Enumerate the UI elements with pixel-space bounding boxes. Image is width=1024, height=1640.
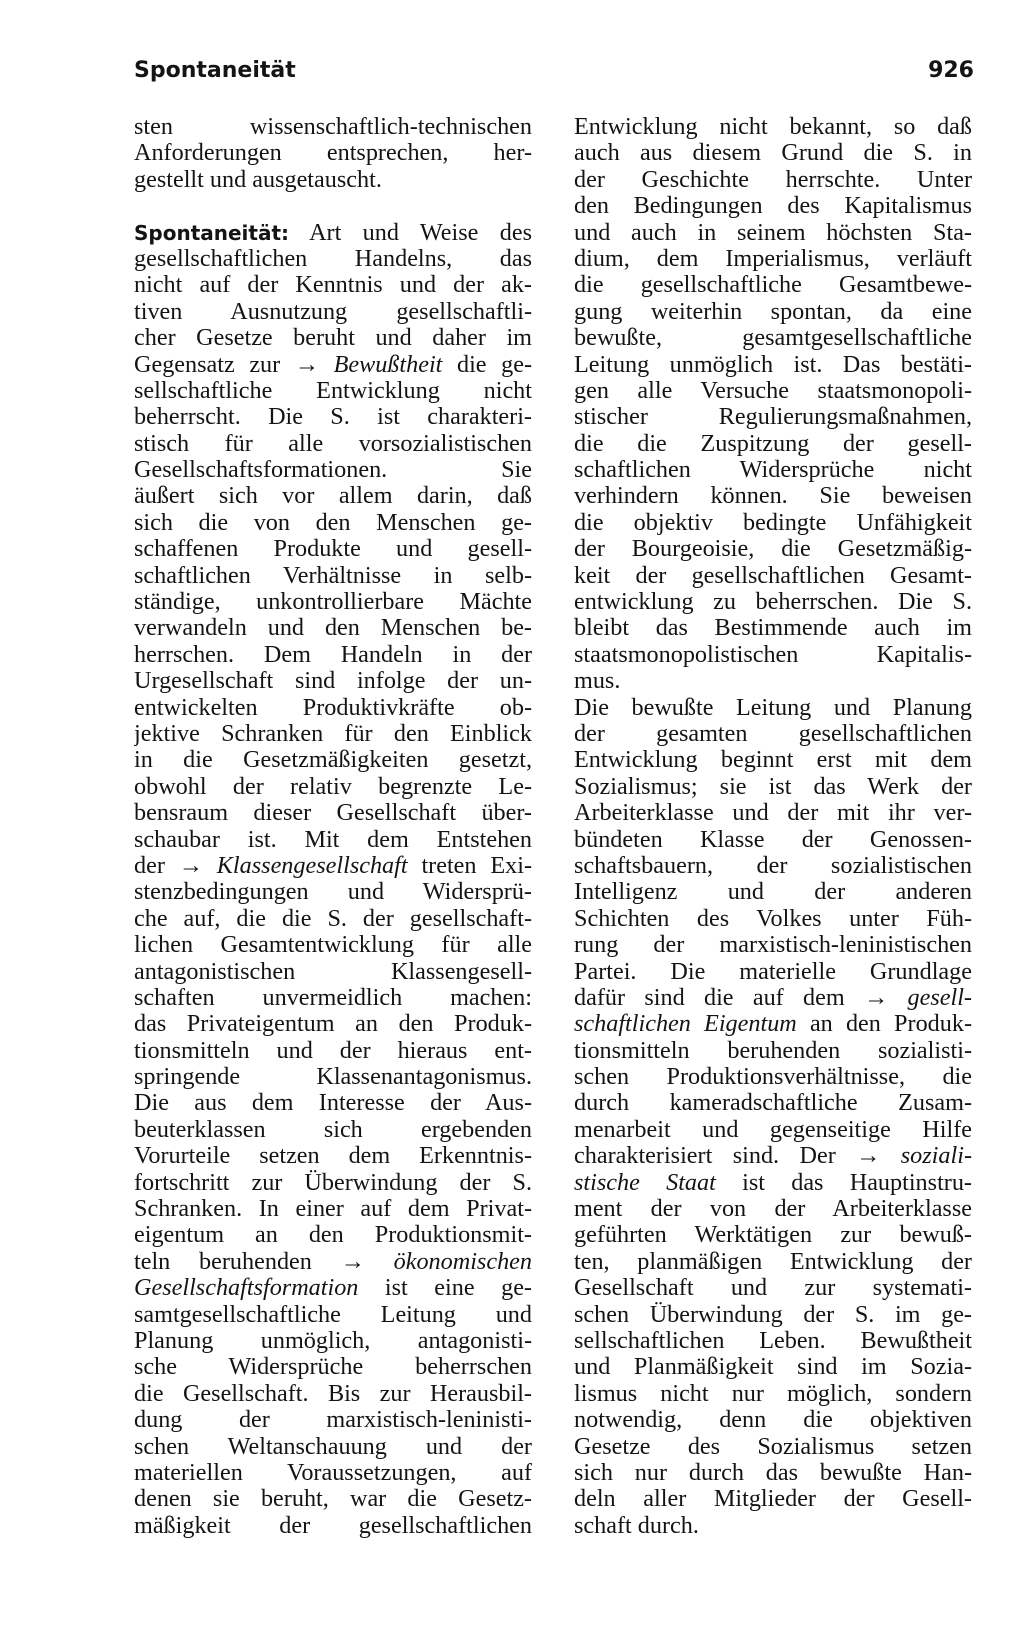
cross-reference: gesell- [907, 984, 972, 1011]
text-line: und Planmäßigkeit sind im Sozia- [574, 1354, 972, 1381]
text-line: ment der von der Arbeiterklasse [574, 1196, 972, 1223]
text-line: eigentum an den Produktionsmit- [134, 1222, 532, 1249]
text-line: entwickelten Produktivkräfte ob- [134, 694, 532, 721]
text-line: Spontaneität: Art und Weise des [134, 219, 532, 246]
text-line: Entwicklung beginnt erst mit dem [574, 747, 972, 774]
text-line: gesellschaftlichen Handelns, das [134, 245, 532, 272]
text-line: charakterisiert sind. Der → soziali- [574, 1143, 972, 1170]
text-line: schaft durch. [574, 1512, 699, 1539]
text-line: das Privateigentum an den Produk- [134, 1011, 532, 1038]
text-line: gen alle Versuche staatsmonopoli- [574, 377, 972, 404]
text-line: die gesellschaftliche Gesamtbewe- [574, 272, 972, 299]
text-line: Gesetze des Sozialismus setzen [574, 1433, 972, 1460]
text-line: durch kameradschaftliche Zusam- [574, 1090, 972, 1117]
text-line: mus. [574, 668, 621, 695]
text-line: tiven Ausnutzung gesellschaftli- [134, 298, 532, 325]
cross-reference: schaftlichen Eigentum [574, 1011, 797, 1038]
text-line: staatsmonopolistischen Kapitalis- [574, 641, 972, 668]
text-line: schaftlichen Eigentum an den Produk- [574, 1011, 972, 1038]
text-line: schaftsbauern, der sozialistischen [574, 852, 972, 879]
text-line: schaften unvermeidlich machen: [134, 984, 532, 1011]
text-line: schaftlichen Widersprüche nicht [574, 457, 972, 484]
text-line: gestellt und ausgetauscht. [134, 166, 382, 193]
text-line: Urgesellschaft sind infolge der un- [134, 668, 532, 695]
text-line: verhindern können. Sie beweisen [574, 483, 972, 510]
page-number: 926 [928, 58, 974, 83]
text-line: Entwicklung nicht bekannt, so daß [574, 114, 972, 140]
right-column [574, 114, 972, 1539]
text-line: stisch für alle vorsozialistischen [134, 430, 532, 457]
text-line: materiellen Voraussetzungen, auf [134, 1459, 532, 1486]
text-line: samtgesellschaftliche Leitung und [134, 1301, 532, 1328]
text-line: Gesellschaftsformationen. Sie [134, 457, 532, 484]
text-line: keit der gesellschaftlichen Gesamt- [574, 562, 972, 589]
text-line: Arbeiterklasse und der mit ihr ver- [574, 800, 972, 827]
text-line: bleibt das Bestimmende auch im [574, 615, 972, 642]
text-line: Gesellschaftsformation ist eine ge- [134, 1275, 532, 1302]
text-line: Sozialismus; sie ist das Werk der [574, 773, 972, 800]
text-line: geführten Werktätigen zur bewuß- [574, 1222, 972, 1249]
text-line: der Bourgeoisie, die Gesetzmäßig- [574, 536, 972, 563]
cross-reference: Gesellschaftsformation [134, 1275, 359, 1302]
text-line: denen sie beruht, war die Gesetz- [134, 1486, 532, 1513]
text-line: che auf, die die S. der gesellschaft- [134, 905, 532, 932]
text-line: äußert sich vor allem darin, daß [134, 483, 532, 510]
text-line: in die Gesetzmäßigkeiten gesetzt, [134, 747, 532, 774]
text-line: bündeten Klasse der Genossen- [574, 826, 972, 853]
text-line: notwendig, denn die objektiven [574, 1407, 972, 1434]
text-line: der Geschichte herrschte. Unter [574, 166, 972, 193]
text-line: beuterklassen sich ergebenden [134, 1116, 532, 1143]
cross-reference: stische Staat [574, 1169, 716, 1196]
text-line: stische Staat ist das Hauptinstru- [574, 1169, 972, 1196]
text-line: auch aus diesem Grund die S. in [574, 140, 972, 167]
text-line: Anforderungen entsprechen, her- [134, 140, 532, 167]
text-line: antagonistischen Klassengesell- [134, 958, 532, 985]
text-line: teln beruhenden → ökonomischen [134, 1248, 532, 1275]
text-line: beherrscht. Die S. ist charakteri- [134, 404, 532, 431]
text-line: und auch in seinem höchsten Sta- [574, 219, 972, 246]
cross-reference: soziali- [900, 1143, 972, 1170]
text-line: sellschaftlichen Leben. Bewußtheit [574, 1327, 972, 1354]
text-line: menarbeit und gegenseitige Hilfe [574, 1116, 972, 1143]
paragraph-gap [134, 193, 532, 219]
text-line: die objektiv bedingte Unfähigkeit [574, 509, 972, 536]
text-line: dung der marxistisch-leninisti- [134, 1407, 532, 1434]
text-line: mäßigkeit der gesellschaftlichen [134, 1512, 532, 1539]
text-line: Gesellschaft und zur systemati- [574, 1275, 972, 1302]
text-line: dafür sind die auf dem → gesell- [574, 984, 972, 1011]
text-line: jektive Schranken für den Einblick [134, 720, 532, 747]
text-line: rung der marxistisch-leninistischen [574, 932, 972, 959]
text-line: ten, planmäßigen Entwicklung der [574, 1248, 972, 1275]
text-line: schaffenen Produkte und gesell- [134, 536, 532, 563]
left-column [134, 114, 532, 1539]
text-line: der gesamten gesellschaftlichen [574, 720, 972, 747]
text-line: sellschaftliche Entwicklung nicht [134, 377, 532, 404]
text-line: sche Widersprüche beherrschen [134, 1354, 532, 1381]
text-line: entwicklung zu beherrschen. Die S. [574, 589, 972, 616]
text-line: bensraum dieser Gesellschaft über- [134, 800, 532, 827]
text-line: Leitung unmöglich ist. Das bestäti- [574, 351, 972, 378]
text-line: obwohl der relativ begrenzte Le- [134, 773, 532, 800]
text-line: ständige, unkontrollierbare Mächte [134, 589, 532, 616]
text-line: Partei. Die materielle Grundlage [574, 958, 972, 985]
text-line: schaftlichen Verhältnisse in selb- [134, 562, 532, 589]
page-header [134, 58, 974, 94]
text-line: stenzbedingungen und Widersprü- [134, 879, 532, 906]
text-line: Die aus dem Interesse der Aus- [134, 1090, 532, 1117]
text-line: Intelligenz und der anderen [574, 879, 972, 906]
text-line: tionsmitteln und der hieraus ent- [134, 1037, 532, 1064]
text-line: springende Klassenantagonismus. [134, 1064, 532, 1091]
text-line: Gegensatz zur → Bewußtheit die ge- [134, 351, 532, 378]
text-line: deln aller Mitglieder der Gesell- [574, 1486, 972, 1513]
text-line: fortschritt zur Überwindung der S. [134, 1169, 532, 1196]
text-line: lichen Gesamtentwicklung für alle [134, 932, 532, 959]
text-line: Planung unmöglich, antagonisti- [134, 1327, 532, 1354]
entry-keyword: Spontaneität: [134, 220, 290, 245]
text-line: nicht auf der Kenntnis und der ak- [134, 272, 532, 299]
text-line: verwandeln und den Menschen be- [134, 615, 532, 642]
text-line: sten wissenschaftlich-technischen [134, 114, 532, 140]
text-line: tionsmitteln beruhenden sozialisti- [574, 1037, 972, 1064]
text-line: die die Zuspitzung der gesell- [574, 430, 972, 457]
text-line: cher Gesetze beruht und daher im [134, 325, 532, 352]
text-line: Schichten des Volkes unter Füh- [574, 905, 972, 932]
text-line: schen Überwindung der S. im ge- [574, 1301, 972, 1328]
text-line: bewußte, gesamtgesellschaftliche [574, 325, 972, 352]
text-line: Vorurteile setzen dem Erkenntnis- [134, 1143, 532, 1170]
cross-reference: ökonomischen [393, 1248, 532, 1275]
text-line: schen Produktionsverhältnisse, die [574, 1064, 972, 1091]
text-line: herrschen. Dem Handeln in der [134, 641, 532, 668]
text-line: schen Weltanschauung und der [134, 1433, 532, 1460]
text-line: gung weiterhin spontan, da eine [574, 298, 972, 325]
text-line: stischer Regulierungsmaßnahmen, [574, 404, 972, 431]
text-line: dium, dem Imperialismus, verläuft [574, 245, 972, 272]
text-line: sich nur durch das bewußte Han- [574, 1459, 972, 1486]
text-line: lismus nicht nur möglich, sondern [574, 1380, 972, 1407]
text-line: den Bedingungen des Kapitalismus [574, 193, 972, 220]
text-line: schaubar ist. Mit dem Entstehen [134, 826, 532, 853]
running-head-title: Spontaneität [134, 58, 296, 83]
text-line: sich die von den Menschen ge- [134, 509, 532, 536]
cross-reference: Bewußtheit [333, 351, 443, 378]
text-line: der → Klassengesellschaft treten Exi- [134, 852, 532, 879]
cross-reference: Klassengesellschaft [216, 852, 408, 879]
text-line: Schranken. In einer auf dem Privat- [134, 1196, 532, 1223]
text-line: Die bewußte Leitung und Planung [574, 694, 972, 721]
text-line: die Gesellschaft. Bis zur Herausbil- [134, 1380, 532, 1407]
